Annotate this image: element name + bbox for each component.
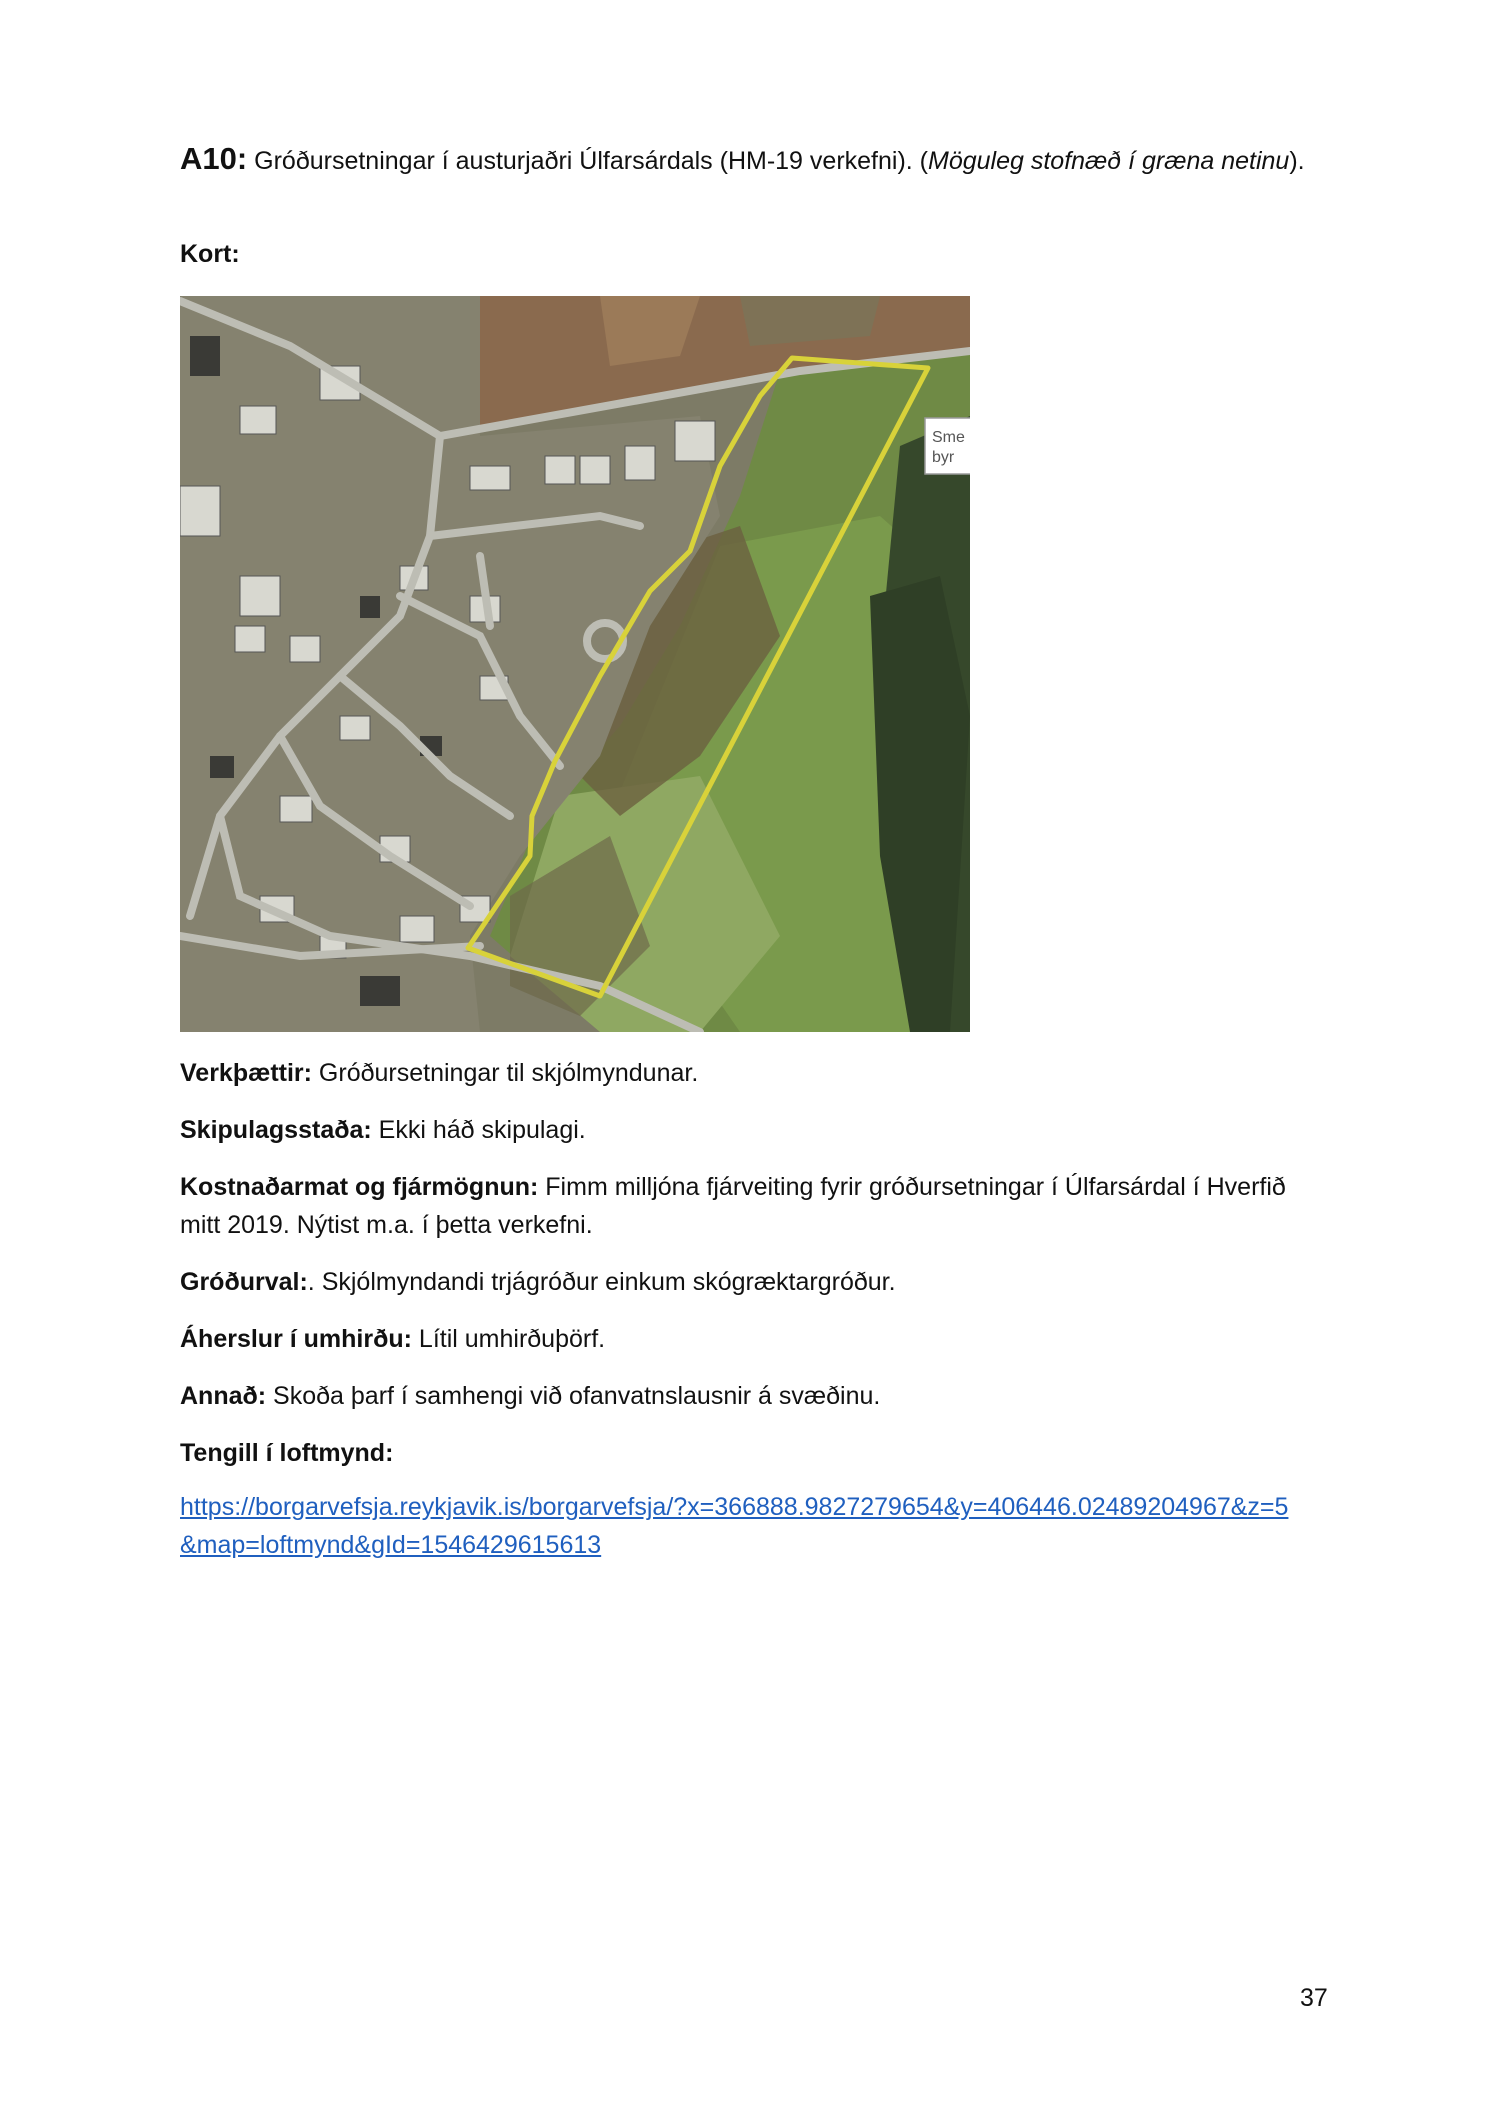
aerial-map-image [180, 296, 970, 1032]
field-value: Gróðursetningar til skjólmyndunar. [311, 1059, 699, 1087]
map-popup-line2: byr [932, 449, 955, 466]
section-title-end: ). [1289, 147, 1305, 175]
field-tengill [180, 1434, 1330, 1472]
field-label: Verkþættir: [180, 1059, 312, 1087]
field-value: Ekki háð skipulagi. [371, 1116, 586, 1144]
field-annad [180, 1377, 1330, 1415]
map-label: Kort: [180, 240, 240, 268]
field-label: Annað: [180, 1382, 267, 1410]
field-label: Tengill í loftmynd: [180, 1439, 394, 1467]
map-popup-line1: Sme [932, 429, 965, 446]
section-note: Möguleg stofnæð í græna netinu [928, 147, 1290, 175]
aerial-map-link[interactable] [180, 1488, 1340, 1564]
field-value: Fimm milljóna fjárveiting fyrir gróðursetningar í Úlfarsárdal í Hverfið mitt 2019. Nýtist m.a. í þetta verkefni. [180, 1173, 1286, 1239]
aerial-map-link-line2[interactable]: &map=loftmynd&gId=1546429615613 [180, 1531, 602, 1559]
field-kostnadarmat [180, 1168, 1330, 1244]
aerial-map-link-line1[interactable]: https://borgarvefsja.reykjavik.is/borgarvefsja/?x=366888.9827279654&y=406446.02489204967&z=5 [180, 1493, 1289, 1521]
field-verkthaettir [180, 1054, 1330, 1092]
field-skipulagsstada [180, 1111, 1330, 1149]
field-aherslur [180, 1320, 1330, 1358]
field-grodurval [180, 1263, 1330, 1301]
field-label: Gróðurval: [180, 1268, 308, 1296]
page-number: 37 [1300, 1984, 1328, 2012]
field-value: Lítil umhirðuþörf. [411, 1325, 606, 1353]
field-label: Áherslur í umhirðu: [180, 1325, 412, 1353]
section-title: Gróðursetningar í austurjaðri Úlfarsárdals (HM-19 verkefni). ( [247, 147, 928, 175]
field-value: . Skjólmyndandi trjágróður einkum skógræktargróður. [307, 1268, 896, 1296]
section-code: A10: [180, 141, 248, 176]
field-value: Skoða þarf í samhengi við ofanvatnslausnir á svæðinu. [266, 1382, 881, 1410]
field-label: Kostnaðarmat og fjármögnun: [180, 1173, 539, 1201]
field-label: Skipulagsstaða: [180, 1116, 372, 1144]
section-heading [180, 140, 1330, 180]
